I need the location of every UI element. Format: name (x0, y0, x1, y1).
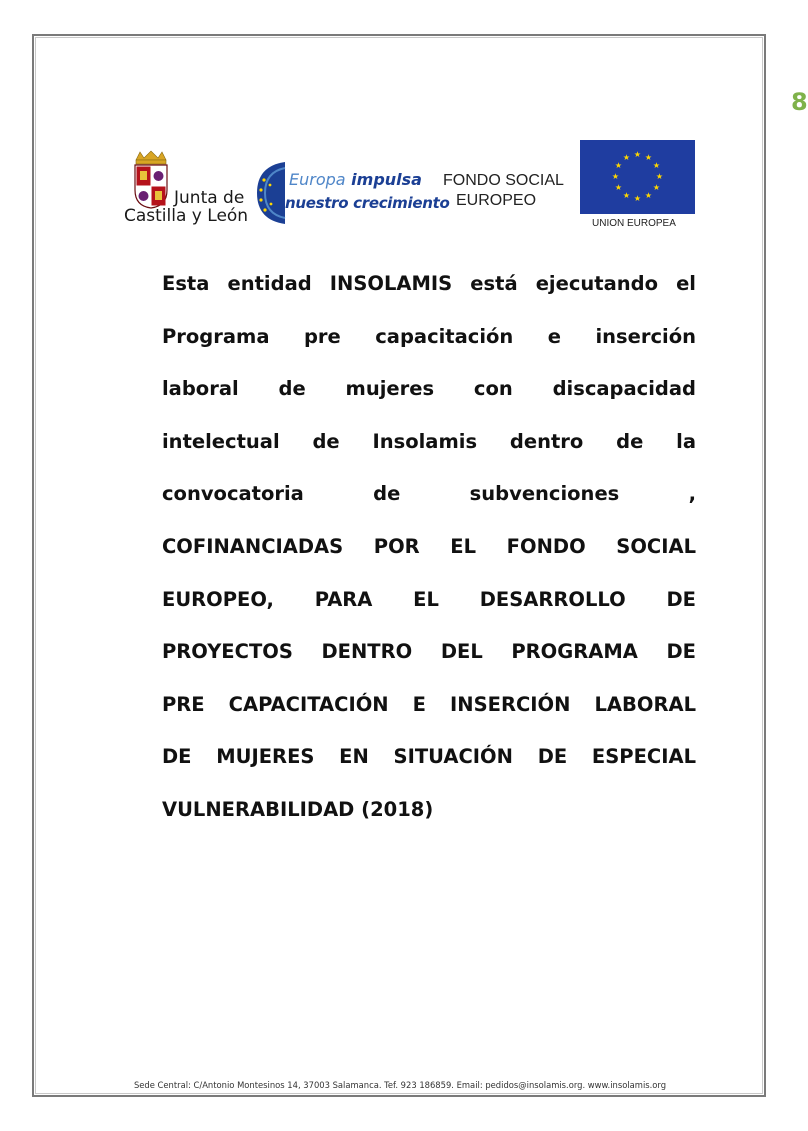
body-line-5: convocatoria de subvenciones , (162, 482, 696, 506)
europa-text-line1 (289, 170, 422, 189)
body-line-6: COFINANCIADAS POR EL FONDO SOCIAL (162, 534, 696, 558)
body-line-10: DE MUJERES EN SITUACIÓN DE ESPECIAL (162, 745, 696, 769)
footer-address: Sede Central: C/Antonio Montesinos 14, 37003 Salamanca. Tef. 923 186859. Email: pedidos@insolamis.org. www.insolamis.org (133, 1080, 667, 1090)
jcyl-text-line2: Castilla y León (124, 206, 249, 226)
svg-text:★: ★ (644, 191, 653, 200)
svg-text:★: ★ (652, 161, 661, 170)
impulsa-word: impulsa (351, 170, 422, 189)
body-line-7: EUROPEO, PARA EL DESARROLLO DE (162, 587, 696, 611)
edge-mark: 8 (791, 88, 808, 116)
body-line-9: PRE CAPACITACIÓN E INSERCIÓN LABORAL (162, 692, 696, 716)
body-line-11: VULNERABILIDAD (2018) (162, 797, 434, 821)
svg-text:★: ★ (622, 153, 631, 162)
svg-text:★: ★ (622, 191, 631, 200)
union-europea-logo (578, 139, 696, 234)
svg-text:★: ★ (614, 161, 623, 170)
svg-text:★: ★ (633, 194, 642, 203)
union-europea-label: UNION EUROPEA (592, 218, 676, 229)
svg-text:★: ★ (633, 150, 642, 159)
body-line-2: Programa pre capacitación e inserción (162, 324, 696, 348)
junta-castilla-leon-shield-icon (132, 150, 170, 210)
body-line-4: intelectual de Insolamis dentro de la (162, 429, 696, 453)
europa-globe-icon (255, 160, 285, 226)
europa-word: Europa (289, 170, 346, 189)
svg-text:★: ★ (611, 172, 620, 181)
europa-text-line2: nuestro crecimiento (285, 194, 450, 212)
svg-text:★: ★ (652, 183, 661, 192)
fondo-social-europeo-logo (443, 170, 573, 220)
fse-text-line1: FONDO SOCIAL (443, 172, 564, 189)
body-paragraph (162, 262, 696, 841)
jcyl-text-line1: Junta de (174, 188, 245, 208)
svg-text:★: ★ (655, 172, 664, 181)
body-line-3: laboral de mujeres con discapacidad (162, 377, 696, 401)
svg-text:★: ★ (614, 183, 623, 192)
eu-flag-icon (580, 140, 695, 214)
junta-castilla-leon-logo (122, 148, 252, 228)
fse-text-line2: EUROPEO (456, 192, 537, 209)
body-line-8: PROYECTOS DENTRO DEL PROGRAMA DE (162, 640, 696, 664)
body-line-1: Esta entidad INSOLAMIS está ejecutando el (162, 272, 696, 295)
svg-text:★: ★ (644, 153, 653, 162)
europa-impulsa-logo (255, 160, 450, 228)
